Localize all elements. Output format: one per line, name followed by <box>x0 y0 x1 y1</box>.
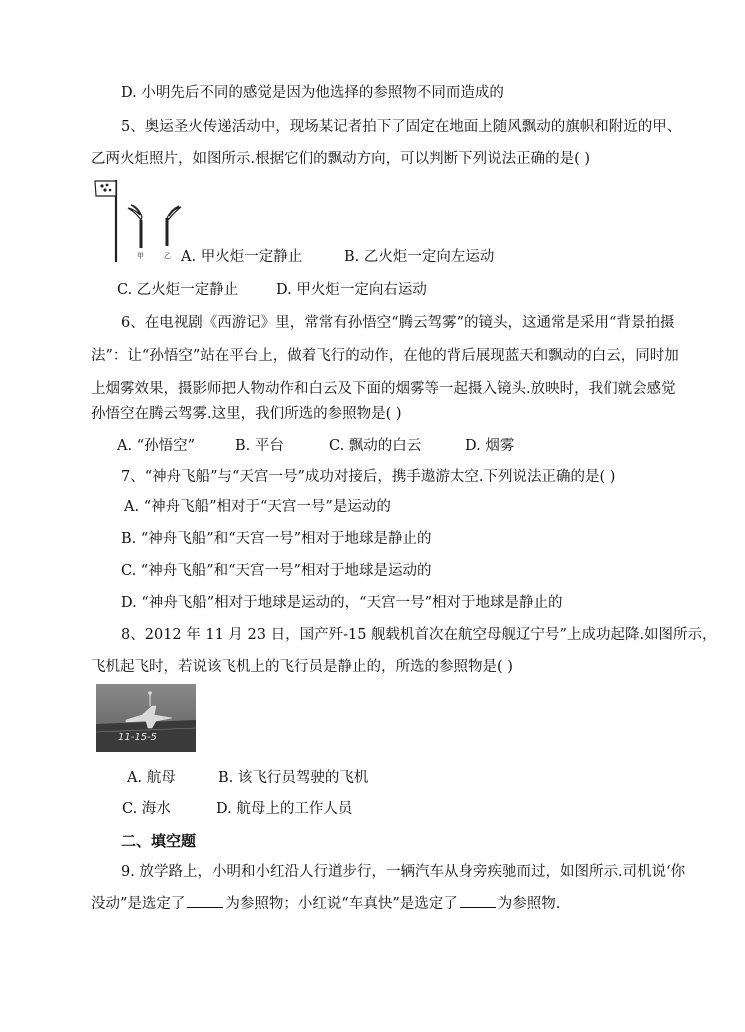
q5-stem-line1: 5、奥运圣火传递活动中，现场某记者拍下了固定在地面上随风飘动的旗帜和附近的甲、 <box>121 119 682 135</box>
q8-option-b: B. 该飞行员驾驶的飞机 <box>218 770 369 786</box>
q7-option-b: B. “神舟飞船”和“天宫一号”相对于地球是静止的 <box>121 531 432 547</box>
q9-stem-line1: 9. 放学路上，小明和小红沿人行道步行，一辆汽车从身旁疾驰而过，如图所示.司机说‘你 <box>121 864 686 880</box>
q6-stem-line2: 法”：让“孙悟空”站在平台上，做着飞行的动作，在他的背后展现蓝天和飘动的白云，同时加 <box>91 348 679 364</box>
q8-option-d: D. 航母上的工作人员 <box>216 801 353 817</box>
q9-stem-line2 <box>91 893 560 914</box>
torch-b-flame <box>167 206 181 220</box>
q5-option-c: C. 乙火炬一定静止 <box>117 282 239 298</box>
q6-stem-line4: 孙悟空在腾云驾雾.这里，我们所选的参照物是( ) <box>91 406 402 422</box>
q8-option-c: C. 海水 <box>122 801 171 817</box>
torch-a-label: 甲 <box>137 252 144 260</box>
q8-stem-line1: 8、2012 年 11 月 23 日，国产歼-15 舰载机首次在航空母舰辽宁号”上成功起降.如图所示， <box>121 627 717 643</box>
q5-option-d: D. 甲火炬一定向右运动 <box>276 282 427 298</box>
section-title-fill-blank: 二、填空题 <box>121 832 197 850</box>
q7-option-c: C. “神舟飞船”和“天宫一号”相对于地球是运动的 <box>121 563 432 579</box>
q6-stem-line3: 上烟雾效果，摄影师把人物动作和白云及下面的烟雾等一起摄入镜头.放映时，我们就会感觉 <box>91 381 676 397</box>
q7-option-a: A. “神舟飞船”相对于“天宫一号”是运动的 <box>124 499 391 515</box>
q5-option-b: B. 乙火炬一定向左运动 <box>344 249 495 265</box>
q9-text-part3: 为参照物. <box>497 896 561 912</box>
q4-option-d: D. 小明先后不同的感觉是因为他选择的参照物不同而造成的 <box>121 85 504 101</box>
carrier-jet-photo <box>96 684 196 752</box>
flag-torch-figure <box>93 178 193 263</box>
q6-option-c: C. 飘动的白云 <box>329 438 422 454</box>
q6-stem-line1: 6、在电视剧《西游记》里，常常有孙悟空“腾云驾雾”的镜头，这通常是采用“背景拍摄 <box>121 315 675 331</box>
q8-stem-line2: 飞机起飞时，若说该飞机上的飞行员是静止的，所选的参照物是( ) <box>91 659 513 675</box>
q5-stem-line2: 乙两火炬照片，如图所示.根据它们的飘动方向，可以判断下列说法正确的是( ) <box>91 151 591 167</box>
q6-option-a: A. “孙悟空” <box>117 438 196 454</box>
q7-stem: 7、“神舟飞船”与“天宫一号”成功对接后，携手遨游太空.下列说法正确的是( ) <box>121 469 616 485</box>
q6-option-b: B. 平台 <box>235 438 284 454</box>
deck-number: 11-15-5 <box>118 732 158 743</box>
q9-blank-2[interactable] <box>460 893 496 908</box>
q9-text-part1: 没动”是选定了 <box>91 896 186 912</box>
q8-option-a: A. 航母 <box>127 770 176 786</box>
q5-option-a: A. 甲火炬一定静止 <box>181 249 303 265</box>
torch-b-label: 乙 <box>164 252 171 260</box>
q6-option-d: D. 烟雾 <box>465 438 515 454</box>
q7-option-d: D. “神舟飞船”相对于地球是运动的，“天宫一号”相对于地球是静止的 <box>121 595 563 611</box>
torch-a-flame <box>128 205 142 220</box>
q9-text-part2: 为参照物；小红说“车真快”是选定了 <box>225 896 458 912</box>
q9-blank-1[interactable] <box>187 893 223 908</box>
